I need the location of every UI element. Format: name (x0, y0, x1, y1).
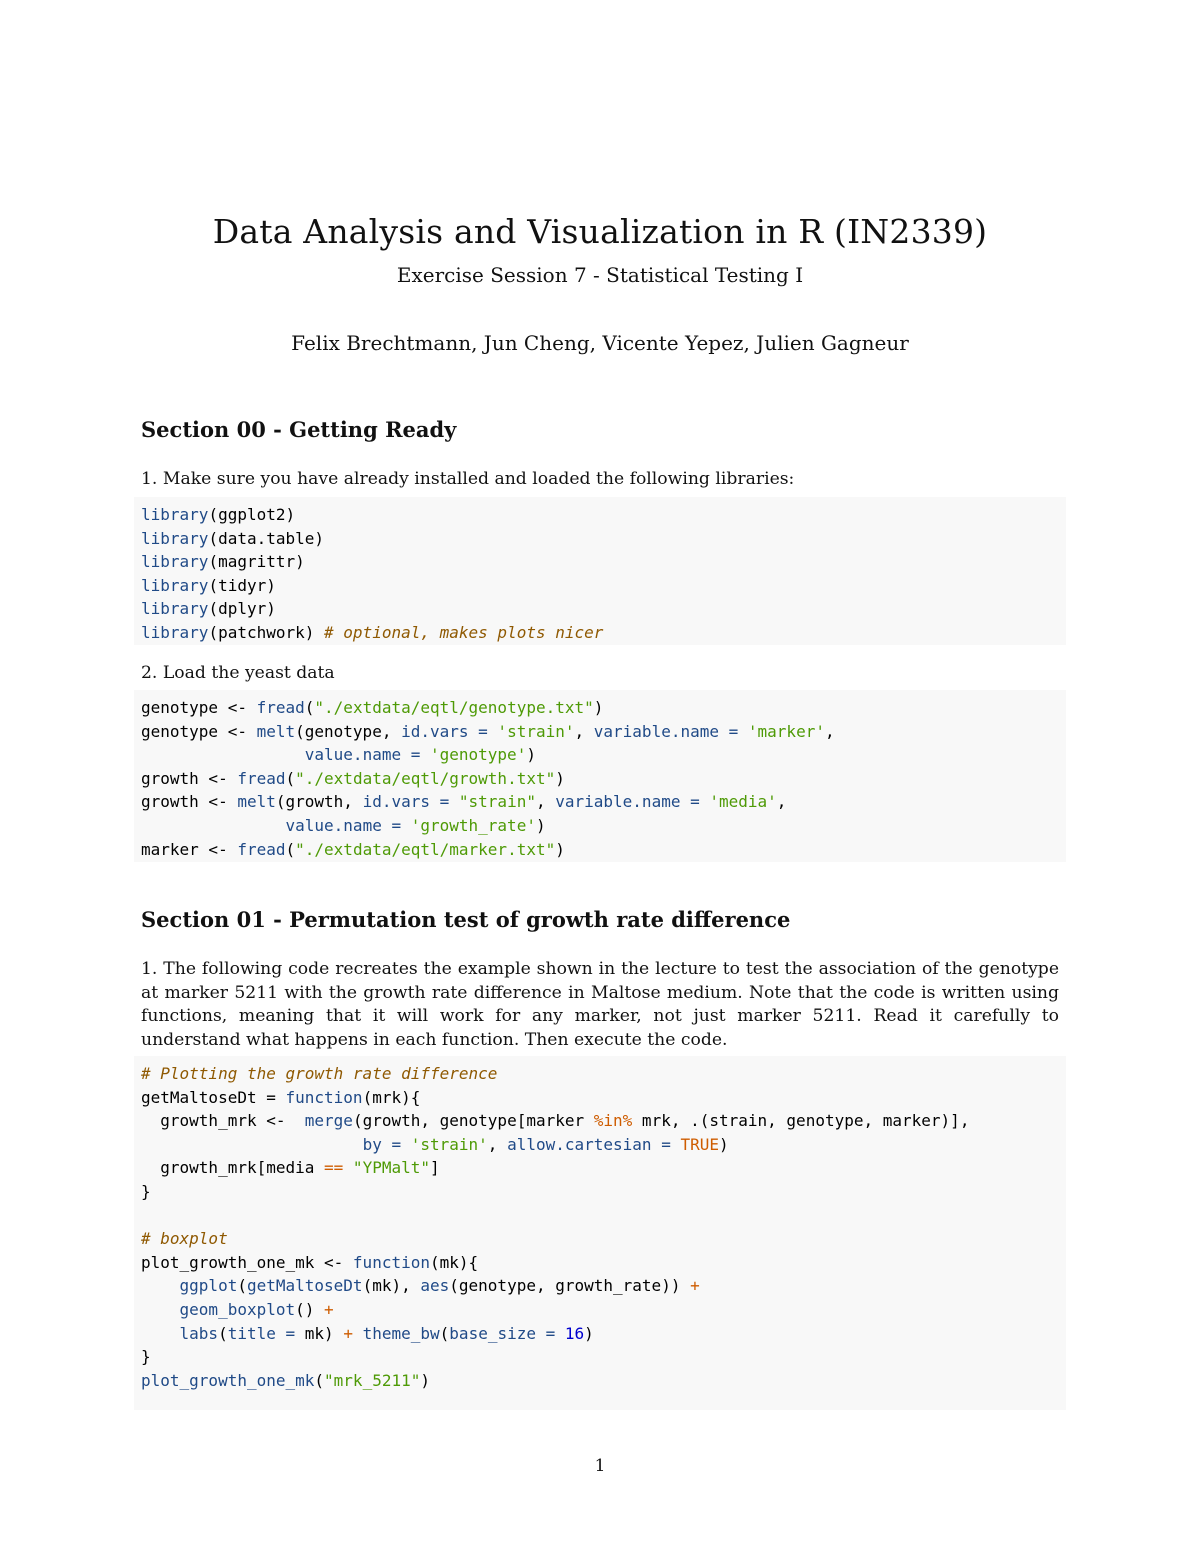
code-token: ( (439, 1323, 450, 1343)
code-token: (data.table) (208, 528, 325, 548)
code-token: ] (430, 1158, 440, 1178)
code-line (141, 790, 1066, 814)
code-token: library (141, 528, 209, 548)
code-line (141, 550, 1066, 574)
code-line (141, 597, 1066, 621)
code-block-libraries (134, 497, 1066, 645)
code-token: (tidyr) (208, 575, 276, 595)
code-token: (genotype, (295, 721, 402, 741)
code-token: "mrk_5211" (324, 1370, 421, 1390)
code-token: (mk){ (429, 1252, 479, 1272)
code-token: function (285, 1087, 363, 1107)
code-token (141, 1135, 363, 1154)
code-line (141, 767, 1066, 791)
code-token: ) (584, 1323, 594, 1343)
code-line (141, 503, 1066, 527)
code-token: library (141, 552, 209, 572)
code-token: (genotype, growth_rate)) (449, 1276, 691, 1296)
code-token: id.vars = (362, 792, 450, 812)
code-line (141, 720, 1066, 744)
code-line (141, 1204, 1066, 1228)
code-line (141, 1156, 1066, 1180)
code-line (141, 838, 1066, 862)
code-token: TRUE (670, 1134, 719, 1154)
code-token (141, 1324, 180, 1343)
code-token: aes (420, 1276, 450, 1296)
code-token: growth <- (141, 792, 238, 812)
code-line (141, 1274, 1066, 1298)
code-token: "./extdata/eqtl/genotype.txt" (314, 698, 594, 717)
code-token: , (824, 721, 835, 741)
code-token: ( (314, 1370, 325, 1390)
code-token: ) (555, 768, 565, 788)
code-token: value.name = (285, 815, 402, 835)
code-token: theme_bw (362, 1323, 440, 1343)
code-token: , (535, 792, 556, 812)
page-number: 1 (594, 1456, 606, 1476)
code-token: "strain" (449, 792, 536, 812)
code-line (141, 1298, 1066, 1322)
document-subtitle: Exercise Session 7 - Statistical Testing I (396, 263, 804, 287)
code-token: (growth, (275, 792, 363, 812)
code-token: melt (237, 792, 276, 812)
code-token: (ggplot2) (208, 505, 296, 524)
code-line (141, 814, 1066, 838)
code-token: library (141, 622, 209, 642)
code-token: genotype <- (141, 721, 257, 741)
code-token: 'strain' (401, 1134, 488, 1154)
code-line (141, 574, 1066, 598)
code-token: geom_boxplot (179, 1299, 296, 1319)
code-token: , (574, 721, 594, 741)
code-line (141, 621, 1066, 645)
code-token: mk) (295, 1323, 344, 1343)
code-token: 16 (555, 1323, 585, 1343)
code-token (141, 1276, 180, 1295)
code-token: + (343, 1323, 353, 1343)
code-token: growth <- (141, 768, 238, 788)
code-token: value.name = (304, 745, 421, 765)
code-line (141, 1322, 1066, 1346)
code-token: 'growth_rate' (401, 815, 536, 835)
code-token: ( (237, 1276, 247, 1296)
code-token: fread (237, 768, 286, 788)
code-token: allow.cartesian = (507, 1134, 671, 1154)
code-token: title = (227, 1323, 296, 1343)
code-token: (magrittr) (208, 552, 305, 572)
code-line (141, 1251, 1066, 1275)
section-00-item-1: 1. Make sure you have already installed and loaded the following libraries: (141, 469, 795, 489)
code-block-boxplot (134, 1056, 1066, 1410)
document-authors: Felix Brechtmann, Jun Cheng, Vicente Yepez, Julien Gagneur (291, 331, 909, 355)
code-token: ( (285, 768, 296, 788)
code-token: ) (593, 698, 604, 717)
code-token: (mk), (362, 1276, 421, 1296)
code-token: growth_mrk[media (141, 1158, 325, 1178)
code-token: ( (285, 839, 296, 859)
code-line (141, 527, 1066, 551)
code-token: == (324, 1158, 344, 1178)
code-token: (growth, genotype[marker (352, 1111, 594, 1131)
code-line (141, 1345, 1066, 1369)
code-token: , (776, 792, 787, 812)
code-line (141, 1369, 1066, 1393)
code-token: ( (218, 1323, 228, 1343)
code-token (141, 816, 286, 835)
code-token: merge (304, 1111, 353, 1131)
code-token: by = (362, 1134, 402, 1154)
code-token: } (141, 1347, 151, 1367)
code-line (141, 696, 1066, 720)
code-token: genotype <- (141, 698, 257, 717)
code-token: ) (526, 745, 536, 765)
code-token: 'media' (699, 792, 777, 812)
code-token: base_size = (449, 1323, 556, 1343)
code-line (141, 1086, 1066, 1110)
code-token: # optional, makes plots nicer (324, 622, 604, 642)
code-token: %in% (593, 1111, 633, 1131)
code-token: plot_growth_one_mk <- (141, 1252, 353, 1272)
code-token: "./extdata/eqtl/growth.txt" (295, 768, 556, 788)
code-token: ) (719, 1134, 729, 1154)
code-token: ) (535, 815, 546, 835)
code-token: melt (256, 721, 296, 741)
code-token: function (352, 1252, 430, 1272)
code-token: + (690, 1276, 700, 1296)
code-token: library (141, 575, 209, 595)
code-token: "YPMalt" (343, 1158, 430, 1178)
code-token: ) (420, 1370, 430, 1390)
code-token: # boxplot (141, 1229, 228, 1249)
code-token: 'marker' (738, 721, 825, 741)
code-token: marker <- (141, 839, 238, 859)
code-block-load-data (134, 690, 1066, 862)
section-00-item-2: 2. Load the yeast data (141, 663, 335, 683)
code-line (141, 1227, 1066, 1251)
code-token: (patchwork) (208, 622, 325, 642)
code-token: , (487, 1134, 508, 1154)
code-token: (dplyr) (208, 599, 276, 619)
code-token: growth_mrk <- (141, 1111, 305, 1131)
code-token: getMaltoseDt (246, 1276, 363, 1296)
code-token: 'strain' (487, 721, 575, 741)
code-token: getMaltoseDt = (141, 1087, 286, 1107)
code-token: ) (555, 839, 565, 859)
code-token (141, 745, 305, 764)
code-token: } (141, 1181, 151, 1201)
code-line (141, 1109, 1066, 1133)
code-token: id.vars = (401, 721, 488, 741)
code-token: # Plotting the growth rate difference (141, 1064, 498, 1083)
code-token: mrk, .(strain, genotype, marker)], (632, 1111, 970, 1131)
code-token: () (295, 1299, 325, 1319)
code-token: (mrk){ (362, 1087, 421, 1107)
code-token (141, 1300, 180, 1319)
code-token: 'genotype' (420, 745, 527, 765)
code-line (141, 1062, 1066, 1086)
code-line (141, 743, 1066, 767)
code-token: + (324, 1299, 334, 1319)
code-token: fread (237, 839, 286, 859)
section-00-heading: Section 00 - Getting Ready (141, 417, 457, 442)
code-token: plot_growth_one_mk (141, 1370, 315, 1390)
code-token (353, 1324, 363, 1343)
code-token: labs (179, 1323, 219, 1343)
code-token: variable.name = (593, 721, 739, 741)
section-01-item-1: 1. The following code recreates the example shown in the lecture to test the association of the genotype at marker 5211 with the growth rate difference in Maltose medium. Note that the code is written using functions, meaning that it will work for any marker, not just marker 5211. Read it carefully to understand what happens in each function. Then execute the code. (141, 959, 1059, 1050)
code-line (141, 1133, 1066, 1157)
code-token: fread (256, 698, 305, 717)
code-token: library (141, 505, 209, 524)
code-token: variable.name = (555, 792, 700, 812)
code-token: "./extdata/eqtl/marker.txt" (295, 839, 556, 859)
document-title: Data Analysis and Visualization in R (IN2339) (212, 212, 988, 251)
code-token: ggplot (179, 1276, 238, 1296)
section-01-heading: Section 01 - Permutation test of growth rate difference (141, 907, 791, 932)
code-line (141, 1180, 1066, 1204)
code-token: library (141, 599, 209, 619)
code-token: ( (304, 698, 315, 717)
